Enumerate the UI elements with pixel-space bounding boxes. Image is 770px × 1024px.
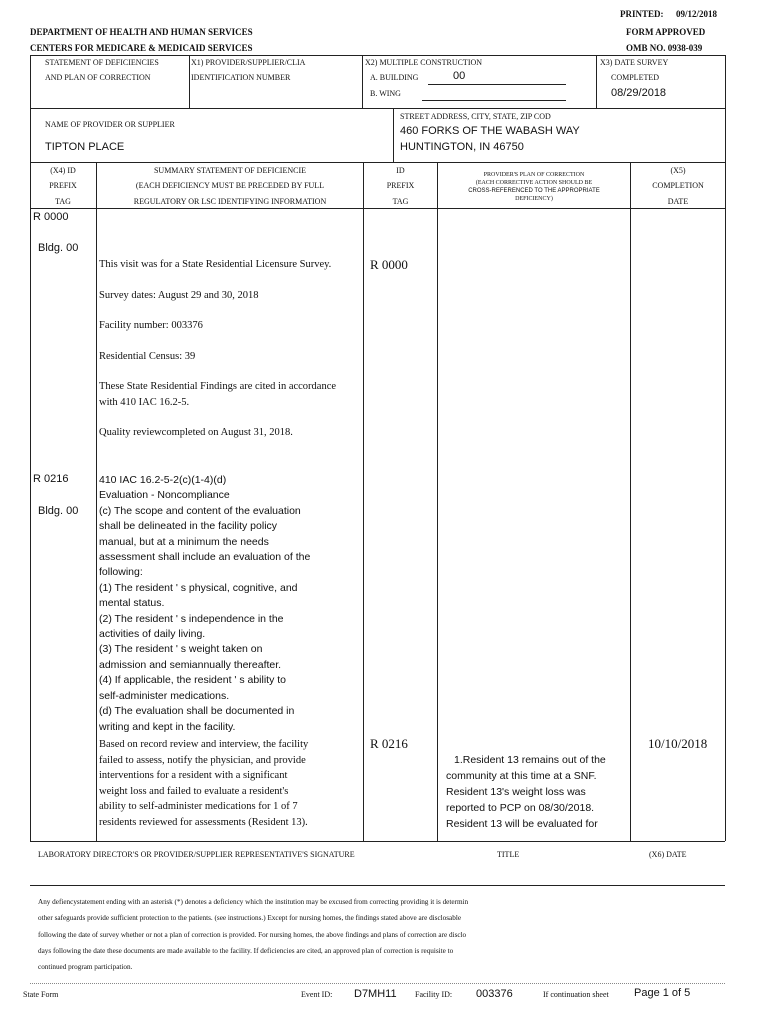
printed-date: 09/12/2018 <box>676 9 718 19</box>
bldg-r0000: Bldg. 00 <box>38 242 79 254</box>
facility-id-label: Facility ID: <box>415 990 453 999</box>
address-line-1: 460 FORKS OF THE WABASH WAY <box>400 125 580 137</box>
regulation-line: (1) The resident ' s physical, cognitive, and <box>99 581 298 594</box>
provider-name: TIPTON PLACE <box>45 141 125 153</box>
footnote-line: Any defiencystatement ending with an asterisk (*) denotes a deficiency which the institution may be excused from correcting providing it is determin <box>38 898 469 906</box>
date-survey-label-1: X3) DATE SURVEY <box>600 58 669 67</box>
x5-header-2: COMPLETION <box>652 181 704 190</box>
rule-signature-bottom <box>30 885 725 886</box>
continuation-label: If continuation sheet <box>543 990 609 999</box>
printed-label: PRINTED: <box>620 9 664 19</box>
statement-label-1: STATEMENT OF DEFICIENCIES <box>45 58 159 67</box>
multiple-construction-label: X2) MULTIPLE CONSTRUCTION <box>365 58 483 67</box>
form-approved: FORM APPROVED <box>626 27 706 37</box>
survey-intro: This visit was for a State Residential Licensure Survey. <box>99 259 332 270</box>
id-header-1: ID <box>396 166 405 175</box>
regulation-line: (c) The scope and content of the evaluation <box>99 504 301 517</box>
footnote <box>38 894 728 975</box>
rule-x1 <box>189 55 190 108</box>
rule-address <box>393 108 394 162</box>
survey-notes <box>99 257 354 441</box>
plan-line: community at this time at a SNF. <box>446 770 597 782</box>
tag-r0000: R 0000 <box>33 211 69 223</box>
x4-header-3: TAG <box>55 197 71 206</box>
x5-header-3: DATE <box>667 197 689 206</box>
state-form-label: State Form <box>23 990 59 999</box>
finding-line: residents reviewed for assessments (Resident 13). <box>99 816 308 828</box>
plan-header-4: DEFICIENCY) <box>515 196 553 202</box>
tag-r0216: R 0216 <box>33 473 69 485</box>
rule-col-summary <box>363 162 364 841</box>
building-value: 00 <box>453 70 466 82</box>
regulation-line: (d) The evaluation shall be documented in <box>99 705 295 718</box>
x6-date-label: (X6) DATE <box>649 850 687 859</box>
plan-header-1: PROVIDER'S PLAN OF CORRECTION <box>483 172 585 178</box>
tag-r0216-right: R 0216 <box>370 736 408 751</box>
finding-line: Based on record review and interview, the facility <box>99 739 309 750</box>
footnote-line: days following the date these documents are made available to the facility. If deficiencies are cited, an approved plan of correction is requisite to <box>38 946 454 955</box>
regulation-line: Evaluation - Noncompliance <box>99 489 230 502</box>
finding-line: failed to assess, notify the physician, and provide <box>99 754 306 766</box>
regulation-line: (2) The resident ' s independence in the <box>99 612 284 625</box>
rule-col-id <box>437 162 438 841</box>
rule-columns-bottom <box>30 208 725 209</box>
regulation-line: shall be delineated in the facility policy <box>99 520 278 533</box>
centers-title: CENTERS FOR MEDICARE & MEDICAID SERVICES <box>30 43 253 53</box>
event-id-label: Event ID: <box>301 990 333 999</box>
department-title: DEPARTMENT OF HEALTH AND HUMAN SERVICES <box>30 27 253 37</box>
footnote-line: other safeguards provide sufficient protection to the patients. (see instructions.) Except for nursing homes, the findings stated above are disclosable <box>38 914 462 923</box>
title-label: TITLE <box>497 850 520 859</box>
provider-name-label: NAME OF PROVIDER OR SUPPLIER <box>45 120 175 129</box>
provider-id-label-1: X1) PROVIDER/SUPPLIER/CLIA <box>191 58 306 67</box>
regulation-line: admission and semiannually thereafter. <box>99 658 282 671</box>
x4-header-2: PREFIX <box>49 181 77 190</box>
rule-top <box>30 55 725 56</box>
rule-provider-bottom <box>30 162 725 163</box>
statement-label-2: AND PLAN OF CORRECTION <box>45 73 151 82</box>
regulation-line: (4) If applicable, the resident ' s ability to <box>99 674 287 687</box>
regulation-line: 410 IAC 16.2-5-2(c)(1-4)(d) <box>99 474 227 486</box>
event-id-value: D7MH11 <box>354 988 397 1000</box>
signature-label: LABORATORY DIRECTOR'S OR PROVIDER/SUPPLIER REPRESENTATIVE'S SIGNATURE <box>38 850 355 859</box>
regulation-line: mental status. <box>99 597 165 610</box>
building-label: A. BUILDING <box>370 73 419 82</box>
address-line-2: HUNTINGTON, IN 46750 <box>400 141 524 153</box>
regulation-line: following: <box>99 566 143 579</box>
page-number: Page 1 of 5 <box>634 987 691 999</box>
plan-line: 1.Resident 13 remains out of the <box>454 754 606 766</box>
facility-id-value: 003376 <box>476 988 513 1000</box>
survey-dates: Survey dates: August 29 and 30, 2018 <box>99 289 259 301</box>
rule-body-bottom <box>30 841 725 842</box>
tag-r0000-right: R 0000 <box>370 257 408 272</box>
regulation-line: manual, but at a minimum the needs <box>99 535 269 548</box>
finding-text <box>99 737 361 831</box>
bldg-r0216: Bldg. 00 <box>38 505 79 517</box>
plan-header-3: CROSS-REFERENCED TO THE APPROPRIATE <box>468 188 600 194</box>
rule-x2 <box>362 55 363 108</box>
x4-header-1: (X4) ID <box>50 166 76 175</box>
regulation-line: self-administer medications. <box>99 689 230 702</box>
provider-id-label-2: IDENTIFICATION NUMBER <box>191 73 291 82</box>
regulation-line: assessment shall include an evaluation of the <box>99 551 311 564</box>
rule-idbox-bottom <box>30 108 725 109</box>
footer-rule <box>30 983 725 984</box>
rule-right <box>725 55 726 841</box>
footnote-line: following the date of survey whether or not a plan of correction is provided. For nursing homes, the above findings and plans of correction are disclo <box>38 930 467 939</box>
plan-line: reported to PCP on 08/30/2018. <box>446 802 595 814</box>
rule-col-plan <box>630 162 631 841</box>
wing-underline <box>422 100 566 101</box>
finding-line: interventions for a resident with a significant <box>99 770 288 782</box>
quality-review: Quality reviewcompleted on August 31, 2018. <box>99 427 293 438</box>
rule-x3 <box>596 55 597 108</box>
date-survey-label-2: COMPLETED <box>611 73 659 82</box>
regulation-text <box>99 473 361 735</box>
address-label: STREET ADDRESS, CITY, STATE, ZIP COD <box>400 112 551 121</box>
summary-header-1: SUMMARY STATEMENT OF DEFICIENCIE <box>153 166 307 175</box>
residential-census: Residential Census: 39 <box>99 350 196 362</box>
plan-header-2: (EACH CORRECTIVE ACTION SHOULD BE <box>475 180 593 186</box>
footnote-line: continued program participation. <box>38 963 133 972</box>
finding-line: ability to self-administer medications for 1 of 7 <box>99 801 298 813</box>
completion-date: 10/10/2018 <box>648 736 708 751</box>
summary-header-2: (EACH DEFICIENCY MUST BE PRECEDED BY FULL <box>135 181 325 190</box>
omb-number: OMB NO. 0938-039 <box>626 43 703 53</box>
plan-of-correction <box>446 752 628 832</box>
id-header-3: TAG <box>392 197 409 206</box>
regulation-line: writing and kept in the facility. <box>99 720 236 733</box>
building-underline <box>428 84 566 85</box>
regulation-line: (3) The resident ' s weight taken on <box>99 643 263 656</box>
regulation-line: activities of daily living. <box>99 628 206 641</box>
x5-header-1: (X5) <box>670 166 686 175</box>
findings-accordance: These State Residential Findings are cited in accordance with 410 IAC 16.2-5. <box>99 381 337 408</box>
plan-line: Resident 13 will be evaluated for <box>446 818 598 830</box>
finding-line: weight loss and failed to evaluate a resident's <box>99 785 289 797</box>
id-header-2: PREFIX <box>386 181 415 190</box>
rule-col-x4 <box>96 162 97 841</box>
wing-label: B. WING <box>370 89 401 98</box>
summary-header-3: REGULATORY OR LSC IDENTIFYING INFORMATION <box>133 197 327 206</box>
plan-line: Resident 13's weight loss was <box>446 786 586 798</box>
date-survey-value: 08/29/2018 <box>611 87 667 99</box>
facility-number: Facility number: 003376 <box>99 320 203 331</box>
